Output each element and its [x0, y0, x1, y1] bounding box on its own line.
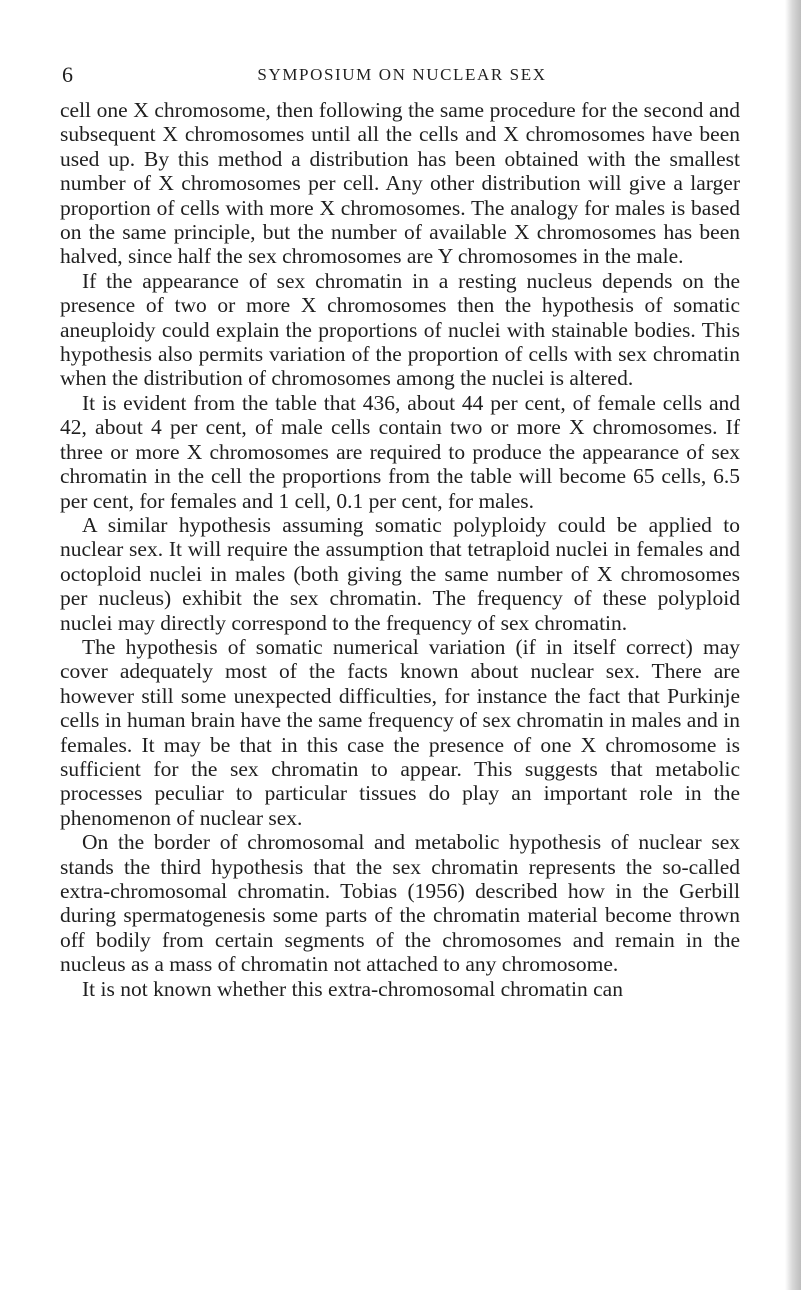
paragraph: On the border of chromosomal and metabolic hypothesis of nuclear sex stands the third hypothesis that the sex chromatin represents the so-called extra-chromosomal chromatin. Tobias (1956) described how in the Gerbill during spermatogenesis some parts of the chromatin material become thrown off bodily from certain segments of the chromosomes and remain in the nucleus as a mass of chromatin not attached to any chromosome.: [60, 830, 740, 977]
paragraph: If the appearance of sex chromatin in a resting nucleus depends on the presence of two or more X chromosomes then the hypothesis of somatic aneuploidy could explain the proportions of nuclei with stainable bodies. This hypothesis also permits variation of the proportion of cells with sex chromatin when the distribution of chromosomes among the nuclei is altered.: [60, 268, 740, 391]
paragraph: It is not known whether this extra-chromosomal chromatin can: [82, 976, 623, 1001]
paragraph: A similar hypothesis assuming somatic polyploidy could be applied to nuclear sex. It will require the assumption that tetraploid nuclei in females and octoploid nuclei in males (both giving the same number of X chromosomes per nucleus) exhibit the sex chromatin. The frequency of these polyploid nuclei may directly correspond to the frequency of sex chromatin.: [60, 512, 740, 635]
running-head: SYMPOSIUM ON NUCLEAR SEX: [257, 65, 547, 84]
page-number: 6: [62, 62, 73, 87]
page-edge-shadow: [785, 0, 801, 1290]
paragraph: cell one X chromosome, then following the same procedure for the second and subsequent X chromosomes until all the cells and X chromosomes have been used up. By this method a distribution has been obtained with the smallest number of X chromosomes per cell. Any other distribution will give a larger proportion of cells with more X chromosomes. The analogy for males is based on the same principle, but the number of available X chromosomes has been halved, since half the sex chromosomes are Y chromosomes in the male.: [60, 98, 740, 269]
body-text: [60, 98, 740, 1001]
paragraph: The hypothesis of somatic numerical variation (if in itself correct) may cover adequately most of the facts known about nuclear sex. There are however still some unexpected difficulties, for instance the fact that Purkinje cells in human brain have the same frequency of sex chromatin in males and in females. It may be that in this case the presence of one X chromosome is sufficient for the sex chromatin to appear. This suggests that metabolic processes peculiar to particular tissues do play an important role in the phenomenon of nuclear sex.: [60, 634, 740, 830]
paragraph: It is evident from the table that 436, about 44 per cent, of female cells and 42, about 4 per cent, of male cells contain two or more X chromosomes. If three or more X chromosomes are required to produce the appearance of sex chromatin in the cell the proportions from the table will become 65 cells, 6.5 per cent, for females and 1 cell, 0.1 per cent, for males.: [60, 390, 740, 513]
page-header: [62, 60, 742, 90]
